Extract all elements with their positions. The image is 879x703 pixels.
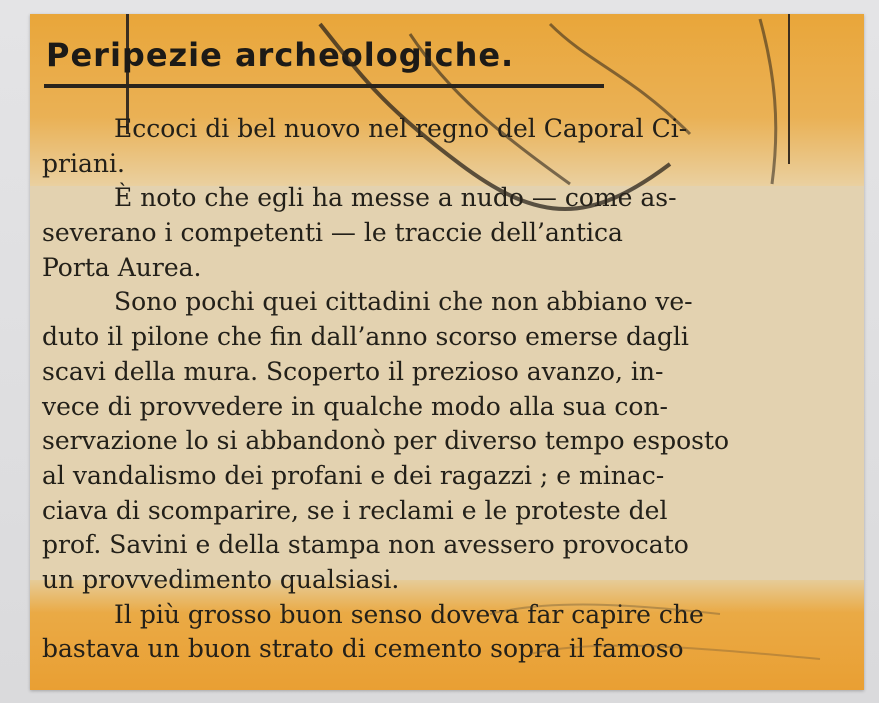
article-line: scavi della mura. Scoperto il prezioso avanzo, in- <box>42 356 664 386</box>
article-line: prof. Savini e della stampa non avessero provocato <box>42 530 689 560</box>
newspaper-clipping <box>30 14 864 690</box>
article-line: duto il pilone che fin dall’anno scorso emerse dagli <box>42 322 689 352</box>
article-line: È noto che egli ha messe a nudo — come as- <box>114 183 677 213</box>
article-line: servazione lo si abbandonò per diverso tempo esposto <box>42 426 730 456</box>
article-line: priani. <box>42 148 125 178</box>
article-line: Sono pochi quei cittadini che non abbiano ve- <box>114 287 693 317</box>
article-line: bastava un buon strato di cemento sopra il famoso <box>42 634 684 664</box>
article-line: un provvedimento qualsiasi. <box>42 564 400 594</box>
article-line: al vandalismo dei profani e dei ragazzi ; e minac- <box>42 460 665 490</box>
article-line: ciava di scomparire, se i reclami e le proteste del <box>42 495 668 525</box>
article-line: vece di provvedere in qualche modo alla sua con- <box>42 391 668 421</box>
article-line: Porta Aurea. <box>42 252 202 282</box>
article-line: Eccoci di bel nuovo nel regno del Caporal Ci- <box>114 114 688 143</box>
article-line: Il più grosso buon senso doveva far capire che <box>114 599 704 629</box>
headline: Peripezie archeologiche. <box>46 36 515 74</box>
article-line: severano i competenti — le traccie dell’antica <box>42 218 623 248</box>
ink-strikethrough-marks <box>30 14 864 690</box>
